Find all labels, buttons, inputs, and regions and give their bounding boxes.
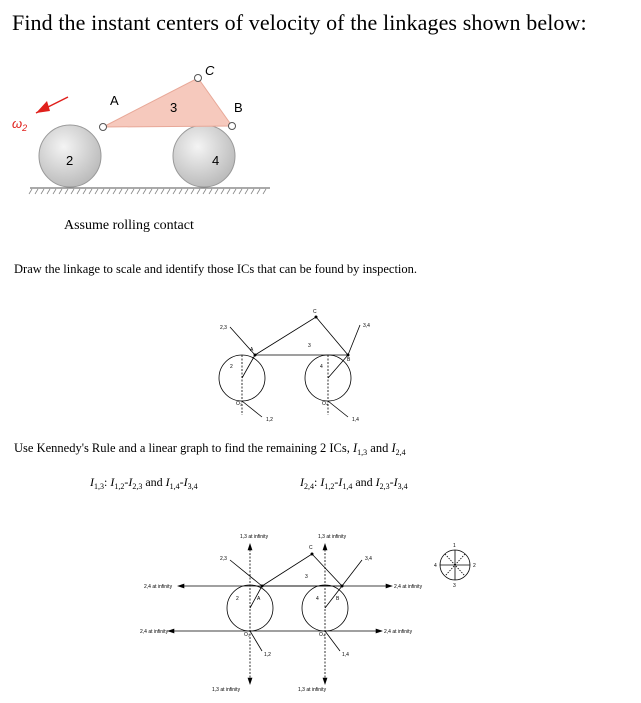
label-A: A [110, 93, 119, 108]
label-B: B [234, 100, 243, 115]
label-O4: O₄ [319, 632, 325, 638]
graph-node-3: 3 [453, 583, 456, 589]
schematic-inspection [200, 305, 420, 430]
label-C: C [205, 63, 215, 78]
step1-instruction: Draw the linkage to scale and identify those ICs that can be found by inspection. [14, 262, 418, 276]
label-link3: 3 [170, 100, 178, 115]
omega-arrow-icon [36, 97, 68, 113]
ic13-inf-bottom-left: 1,3 at infinity [212, 687, 241, 693]
ic34-label: 3,4 [363, 323, 370, 329]
pin-A [100, 124, 107, 131]
label-A: A [257, 596, 261, 602]
link-3-outline [255, 317, 348, 355]
ic23-label: 2,3 [220, 325, 227, 331]
graph-node-2: 2 [473, 563, 476, 569]
graph-node-4: 4 [434, 563, 437, 569]
wheel-4 [173, 125, 235, 187]
link-3-outline [262, 554, 342, 586]
ic23-label: 2,3 [220, 556, 227, 562]
linkage-figure [0, 55, 300, 205]
label-A: A [250, 347, 254, 353]
omega-label: $\omega_2$ [12, 116, 28, 133]
ic24-inf-left-upper: 2,4 at infinity [144, 584, 173, 590]
equation-i24: $I_{2,4}$: $I_{1,2}-I_{1,4}$ and $I_{2,3}-I_{3,4}$ [300, 475, 408, 491]
label-link2: 2 [236, 596, 239, 602]
label-O2: O₂ [244, 632, 250, 638]
pin-B [229, 123, 236, 130]
ic14-label: 1,4 [352, 417, 359, 423]
equation-i13: $I_{1,3}$: $I_{1,2}-I_{2,3}$ and $I_{1,4}-I_{3,4}$ [90, 475, 198, 491]
ic14-label: 1,4 [342, 652, 349, 658]
label-link2: 2 [66, 153, 74, 168]
label-link3: 3 [308, 343, 311, 349]
label-link3: 3 [305, 574, 308, 580]
ic13-inf-top-right: 1,3 at infinity [318, 534, 347, 540]
label-B: B [336, 596, 340, 602]
label-O2: O₂ [236, 401, 242, 407]
ic34-label: 3,4 [365, 556, 372, 562]
ic12-label: 1,2 [264, 652, 271, 658]
schematic-kennedy [140, 520, 500, 700]
step2-instruction: Use Kennedy's Rule and a linear graph to find the remaining 2 ICs, $I_{1,3}$ and $I_{2,4}$ [14, 441, 406, 457]
pin-C [195, 75, 202, 82]
ic13-inf-top-left: 1,3 at infinity [240, 534, 269, 540]
label-link4: 4 [316, 596, 319, 602]
ic13-inf-bottom-right: 1,3 at infinity [298, 687, 327, 693]
link-3-triangle [103, 78, 232, 127]
label-link4: 4 [212, 153, 220, 168]
page-title: Find the instant centers of velocity of the linkages shown below: [12, 10, 587, 35]
assume-caption: Assume rolling contact [64, 218, 194, 233]
label-B: B [347, 357, 351, 363]
label-link2: 2 [230, 364, 233, 370]
label-link4: 4 [320, 364, 323, 370]
ground [29, 188, 270, 194]
graph-node-1: 1 [453, 543, 456, 549]
ic12-label: 1,2 [266, 417, 273, 423]
label-C: C [313, 309, 317, 315]
label-O4: O₄ [322, 401, 328, 407]
ic24-inf-right-lower: 2,4 at infinity [384, 629, 413, 635]
linear-graph [440, 550, 470, 580]
label-C: C [309, 545, 313, 551]
ic24-inf-left-lower: 2,4 at infinity [140, 629, 169, 635]
ic24-inf-right-upper: 2,4 at infinity [394, 584, 423, 590]
